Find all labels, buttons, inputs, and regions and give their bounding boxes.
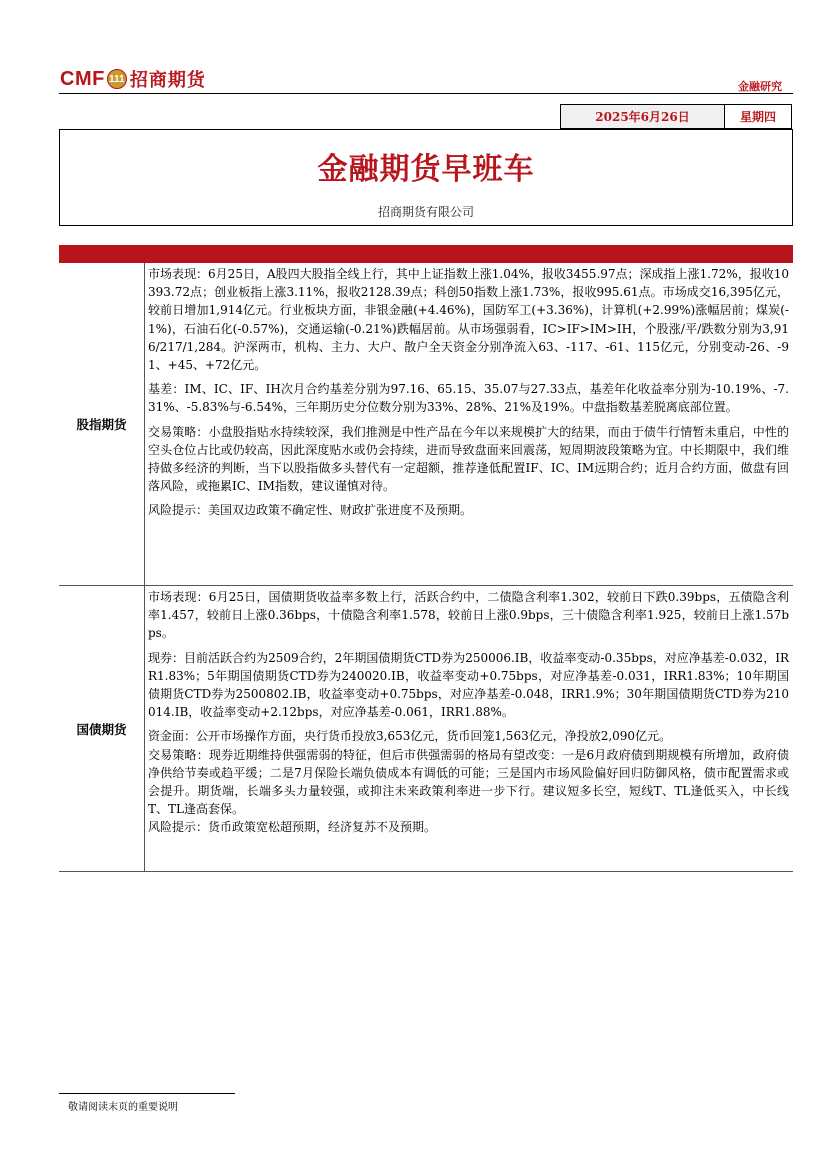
date-box	[560, 104, 792, 129]
strategy-paragraph: 交易策略：现券近期维持供强需弱的特征，但后市供强需弱的格局有望改变：一是6月政府债到期规模有所增加，政府债净供给节奏或趋平缓；二是7月保险长端负债成本有调低的可能；三是国内市场风险偏好回归防御风格，债市配置需求或会提升。期货端，长端多头力量较强，或抑注未来政策利率进一步下行。建议短多长空，短线T、TL逢低买入，中长线T、TL逢高套保。	[148, 747, 789, 817]
logo-text: CMF	[60, 67, 105, 90]
section-label: 国债期货	[59, 586, 145, 871]
liquidity-paragraph: 资金面：公开市场操作方面，央行货币投放3,653亿元，货币回笼1,563亿元，净投放2,090亿元。	[148, 729, 672, 744]
risk-paragraph: 风险提示：美国双边政策不确定性、财政扩张进度不及预期。	[148, 503, 473, 518]
section-header-band	[59, 245, 793, 263]
report-weekday: 星期四	[739, 110, 776, 124]
market-performance-paragraph: 市场表现：6月25日，A股四大股指全线上行，其中上证指数上涨1.04%，报收3455.97点；深成指上涨1.72%，报收10393.72点；创业板指上涨3.11%，报收2128.39点；科创50指数上涨1.73%，报收995.61点。市场成交16,395亿元，较前日增加1,914亿元。行业板块方面，非银金融(+4.46%)，国防军工(+3.36%)，计算机(+2.99%)涨幅居前；煤炭(-1%)，石油石化(-0.57%)，交通运输(-0.21%)跌幅居前。从市场强弱看，IC>IF>IM>IH，个股涨/平/跌数分别为3,916/217/1,284。沪深两市，机构、主力、大户、散户全天资金分别净流入63、-117、-61、115亿元，分别变动-26、-91、+45、+72亿元。	[148, 267, 789, 373]
company-logo	[60, 68, 206, 90]
report-type: 金融研究	[738, 80, 782, 93]
logo-mark-icon: 111	[107, 69, 127, 89]
header-divider	[59, 93, 793, 94]
title-box	[59, 129, 793, 226]
strategy-paragraph: 交易策略：小盘股指贴水持续较深，我们推测是中性产品在今年以来规模扩大的结果，而由于债牛行情暂未重启，中性的空头仓位占比或仍较高，因此深度贴水或仍会持续，进而导致盘面来回震荡，短周期波段策略为宜。中长期限中，我们维持做多经济的判断，当下以股指做多头替代有一定超额，推荐逢低配置IF、IC、IM远期合约；近月合约方面，做盘有回落风险，或拖累IC、IM指数，建议谨慎对待。	[148, 424, 789, 494]
section-body	[145, 263, 793, 526]
section-body	[145, 586, 793, 843]
footer-divider	[59, 1093, 235, 1094]
company-name: 招商期货有限公司	[377, 205, 474, 219]
section-stock-index-futures	[59, 263, 793, 586]
market-performance-paragraph: 市场表现：6月25日，国债期货收益率多数上行，活跃合约中，二债隐含利率1.302，较前日下跌0.39bps，五债隐含利率1.457，较前日上涨0.36bps，十债隐含利率1.578，较前日上涨0.9bps，三十债隐含利率1.925，较前日上涨1.57bps。	[148, 590, 789, 641]
logo-chinese-name: 招商期货	[129, 70, 206, 91]
report-date: 2025年6月26日	[561, 105, 725, 128]
page-title: 金融期货早班车	[317, 152, 535, 187]
cash-bond-paragraph: 现券：目前活跃合约为2509合约，2年期国债期货CTD券为250006.IB，收益率变动-0.35bps，对应净基差-0.032，IRR1.83%；5年期国债期货CTD券为240020.IB，收益率变动+0.75bps，对应净基差-0.031，IRR1.83%；10年期国债期货CTD券为2500802.IB，收益率变动+0.75bps，对应净基差-0.048，IRR1.9%；30年期国债期货CTD券为210014.IB，收益率变动+2.12bps，对应净基差-0.061，IRR1.88%。	[148, 650, 789, 720]
basis-paragraph: 基差：IM、IC、IF、IH次月合约基差分别为97.16、65.15、35.07与27.33点，基差年化收益率分别为-10.19%、-7.31%、-5.83%与-6.54%，三年期历史分位数分别为33%、28%、21%及19%。中盘指数基差脱离底部位置。	[148, 382, 789, 415]
risk-paragraph: 风险提示：货币政策宽松超预期，经济复苏不及预期。	[148, 820, 437, 835]
footer-disclaimer: 敬请阅读末页的重要说明	[68, 1102, 178, 1113]
section-treasury-futures	[59, 586, 793, 872]
section-label: 股指期货	[59, 263, 145, 585]
